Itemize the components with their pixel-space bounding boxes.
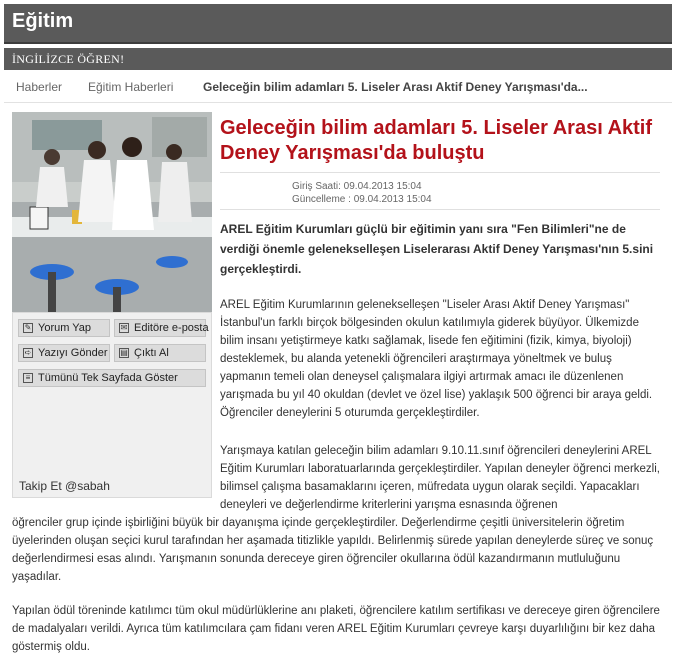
article-paragraph-2-cont: öğrenciler grup içinde işbirliğini büyük bir dayanışma içinde gerçekleştirdiler. Değerlendirme çeşitli üniversitelerin öğretim üyelerinden oluşan seçici kurul tarafından her aşamada titizlikle yapıldı. Belirlenmiş sürede yapılan deneylerde süreç ve sonuç değerlendirmesi esas alındı. Yarışmanın sonunda dereceye giren öğrenciler okullarına ödül kazandırmanın mutluluğunu yaşadılar. <box>12 517 654 583</box>
article-headline: Geleceğin bilim adamları 5. Liseler Arası Aktif Deney Yarışması'da buluştu <box>220 117 653 164</box>
follow-link[interactable]: Takip Et @sabah <box>19 479 110 493</box>
article-paragraph-2: Yarışmaya katılan geleceğin bilim adamları 9.10.11.sınıf öğrencileri deneylerini AREL Eğitim Kurumları laboratuarlarında gerçekleştirdiler. Yapılan deneyler öğrenci merkezli, bilimsel çalışma basamaklarını içeren, müfredata uygun olarak seçildi. Yapacakları deneyleri ve değerlendirme kriterlerini yarışma esnasında öğrenen <box>220 445 660 511</box>
send-icon: ➪ <box>24 348 32 357</box>
breadcrumb-current: Geleceğin bilim adamları 5. Liseler Arası Aktif Deney Yarışması'da... <box>203 80 588 94</box>
article-tools <box>12 312 212 498</box>
updated-time: Güncelleme : 09.04.2013 15:04 <box>292 194 432 205</box>
print-icon: ▤ <box>120 348 128 357</box>
article-photo <box>12 112 212 312</box>
envelope-icon: ✉ <box>120 323 128 332</box>
breadcrumb-education-news[interactable]: Eğitim Haberleri <box>88 80 174 94</box>
section-title[interactable]: Eğitim <box>12 10 74 32</box>
page-icon: ≡ <box>23 373 33 383</box>
article-paragraph-3: Yapılan ödül töreninde katılımcı tüm okul müdürlüklerine anı plaketi, öğrencilere katılım sertifikası ve dereceye giren öğrencilere de madalyaları verildi. Ayrıca tüm katılımcılara çam fidanı veren AREL Eğitim Kurumları çevreye karşı duyarlılığını bir kez daha göstermiş oldu. <box>12 605 660 653</box>
breadcrumb <box>4 72 672 103</box>
sub-header <box>4 48 672 70</box>
comment-button[interactable]: ✎ Yorum Yap <box>18 319 110 337</box>
send-article-button[interactable]: ➪ Yazıyı Gönder <box>18 344 110 362</box>
article-lead: AREL Eğitim Kurumları güçlü bir eğitimin yanı sıra "Fen Bilimleri"ne de verdiği önemle gelenekselleşen Liselerarası Aktif Deney Yarışması'nın 5.sini gerçekleştirdi. <box>220 222 654 276</box>
email-editor-button[interactable]: ✉ Editöre e-posta <box>114 319 206 337</box>
article-meta <box>220 172 660 210</box>
single-page-button[interactable]: ≡ Tümünü Tek Sayfada Göster <box>18 369 206 387</box>
section-header <box>4 4 672 44</box>
entry-time: Giriş Saati: 09.04.2013 15:04 <box>292 181 422 192</box>
article-paragraph-1: AREL Eğitim Kurumlarının gelenekselleşen "Liseler Arası Aktif Deney Yarışması" İstanbul'un farklı birçok bölgesinden okulun katılımıyla giderek büyüyor. Ülkemizde bilim insanı yetiştirmeye katkı sağlamak, lisede fen eğitimini (fizik, kimya, biyoloji) desteklemek, bu alanda yetenekli öğrencileri araştırmaya yöneltmek ve buluş yapmanın temeli olan deneysel çalışmalara ilgiyi artırmak amacı ile düzenlenen yarışmada bu yıl 40 okuldan (devlet ve özel lise) yaklaşık 500 öğrenci bir araya geldi. Öğrenciler deneylerini 5 oturumda gerçekleştirdiler. <box>220 299 653 419</box>
pencil-icon: ✎ <box>24 323 32 332</box>
learn-english-link[interactable]: İNGİLİZCE ÖĞREN! <box>12 52 125 66</box>
breadcrumb-news[interactable]: Haberler <box>16 80 63 94</box>
print-button[interactable]: ▤ Çıktı Al <box>114 344 206 362</box>
